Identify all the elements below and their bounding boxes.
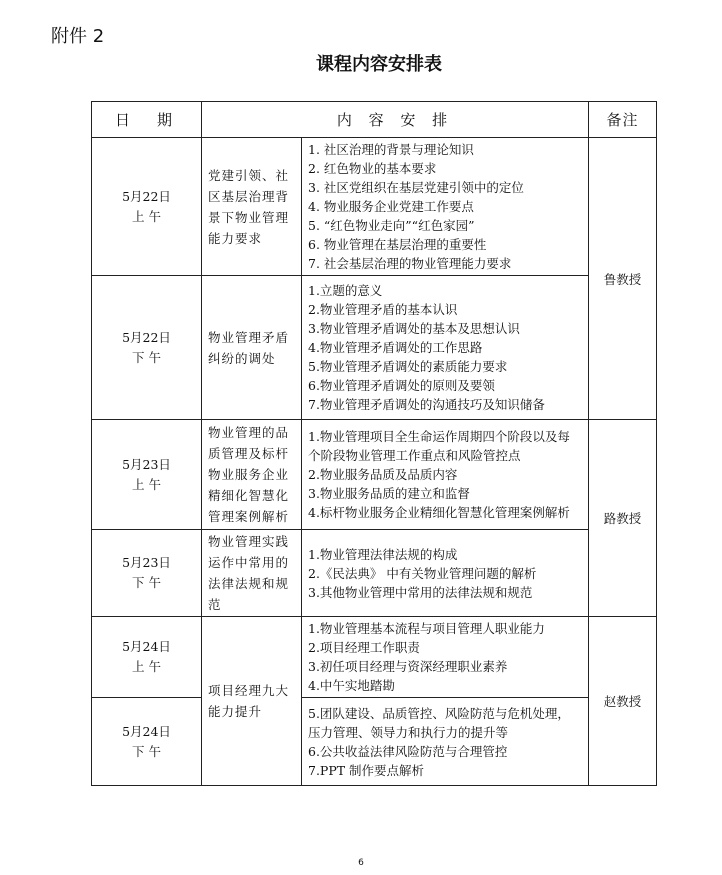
topic-cell: 物业管理矛盾纠纷的调处 xyxy=(202,276,302,420)
date-text: 5月22日 xyxy=(122,188,171,204)
list-item: 7. 社会基层治理的物业管理能力要求 xyxy=(308,256,512,271)
list-item: 4.物业管理矛盾调处的工作思路 xyxy=(308,340,483,355)
list-item: 3.物业管理矛盾调处的基本及思想认识 xyxy=(308,321,520,336)
table-row xyxy=(92,530,657,617)
teacher-cell: 赵教授 xyxy=(589,617,657,786)
items-cell xyxy=(302,530,589,617)
list-item: 3.初任项目经理与资深经理职业素养 xyxy=(308,659,508,674)
table-header-row xyxy=(92,102,657,138)
period-text: 下 午 xyxy=(132,349,161,365)
page-number: 6 xyxy=(358,858,364,868)
date-text: 5月24日 xyxy=(122,723,171,739)
items-cell xyxy=(302,420,589,530)
list-item: 6.物业管理矛盾调处的原则及要领 xyxy=(308,378,495,393)
list-item: 3.其他物业管理中常用的法律法规和规范 xyxy=(308,584,533,600)
date-text: 5月22日 xyxy=(122,329,171,345)
list-item: 1.物业管理项目全生命运作周期四个阶段以及每个阶段物业管理工作重点和风险管控点 xyxy=(308,429,570,463)
header-content: 内 容 安 排 xyxy=(202,102,589,138)
items-cell xyxy=(302,617,589,698)
date-cell xyxy=(92,617,202,698)
list-item: 5.团队建设、品质管控、风险防范与危机处理，压力管理、领导力和执行力的提升等 xyxy=(308,705,570,740)
list-item: 5. “红色物业走向”“红色家园” xyxy=(308,218,475,233)
table-row xyxy=(92,698,657,786)
list-item: 4.标杆物业服务企业精细化智慧化管理案例解析 xyxy=(308,505,570,520)
date-text: 5月24日 xyxy=(122,639,171,654)
list-item: 7.物业管理矛盾调处的沟通技巧及知识储备 xyxy=(308,397,545,412)
topic-cell: 物业管理实践运作中常用的法律法规和规范 xyxy=(202,530,302,617)
list-item: 6. 物业管理在基层治理的重要性 xyxy=(308,237,487,252)
items-cell xyxy=(302,698,589,786)
date-cell xyxy=(92,276,202,420)
list-item: 1.物业管理基本流程与项目管理人职业能力 xyxy=(308,621,545,636)
period-text: 上 午 xyxy=(132,476,161,492)
list-item: 2.物业管理矛盾的基本认识 xyxy=(308,302,458,317)
table-row xyxy=(92,276,657,420)
teacher-cell: 鲁教授 xyxy=(589,138,657,420)
date-cell xyxy=(92,138,202,276)
table-row xyxy=(92,138,657,276)
list-item: 1. 社区治理的背景与理论知识 xyxy=(308,142,474,157)
topic-cell: 物业管理的品质管理及标杆物业服务企业精细化智慧化管理案例解析 xyxy=(202,420,302,530)
list-item: 5.物业管理矛盾调处的素质能力要求 xyxy=(308,359,508,374)
date-cell xyxy=(92,530,202,617)
header-note: 备注 xyxy=(589,102,657,138)
list-item: 1.物业管理法律法规的构成 xyxy=(308,546,458,562)
list-item: 1.立题的意义 xyxy=(308,283,383,298)
topic-cell: 党建引领、社区基层治理背景下物业管理能力要求 xyxy=(202,138,302,276)
table-row xyxy=(92,617,657,698)
schedule-table xyxy=(91,101,657,786)
list-item: 2.项目经理工作职责 xyxy=(308,640,420,655)
list-item: 4. 物业服务企业党建工作要点 xyxy=(308,199,474,214)
header-date: 日 期 xyxy=(92,102,202,138)
date-cell xyxy=(92,698,202,786)
topic-cell: 项目经理九大能力提升 xyxy=(202,617,302,786)
list-item: 2.《民法典》 中有关物业管理问题的解析 xyxy=(308,565,537,581)
teacher-cell: 路教授 xyxy=(589,420,657,617)
date-text: 5月23日 xyxy=(122,456,171,472)
period-text: 上 午 xyxy=(132,659,161,674)
page-title: 课程内容安排表 xyxy=(316,54,442,75)
table-row xyxy=(92,420,657,530)
date-text: 5月23日 xyxy=(122,555,171,570)
list-item: 6.公共收益法律风险防范与合理管控 xyxy=(308,743,508,759)
list-item: 2.物业服务品质及品质内容 xyxy=(308,467,458,482)
list-item: 4.中午实地踏勘 xyxy=(308,678,395,693)
list-item: 3. 社区党组织在基层党建引领中的定位 xyxy=(308,180,524,195)
items-cell xyxy=(302,276,589,420)
list-item: 2. 红色物业的基本要求 xyxy=(308,161,437,176)
period-text: 下 午 xyxy=(132,743,161,759)
date-cell xyxy=(92,420,202,530)
items-cell xyxy=(302,138,589,276)
period-text: 下 午 xyxy=(132,575,161,590)
period-text: 上 午 xyxy=(132,208,161,224)
list-item: 7.PPT 制作要点解析 xyxy=(308,762,425,778)
list-item: 3.物业服务品质的建立和监督 xyxy=(308,486,470,501)
attachment-label: 附件 2 xyxy=(51,26,105,47)
